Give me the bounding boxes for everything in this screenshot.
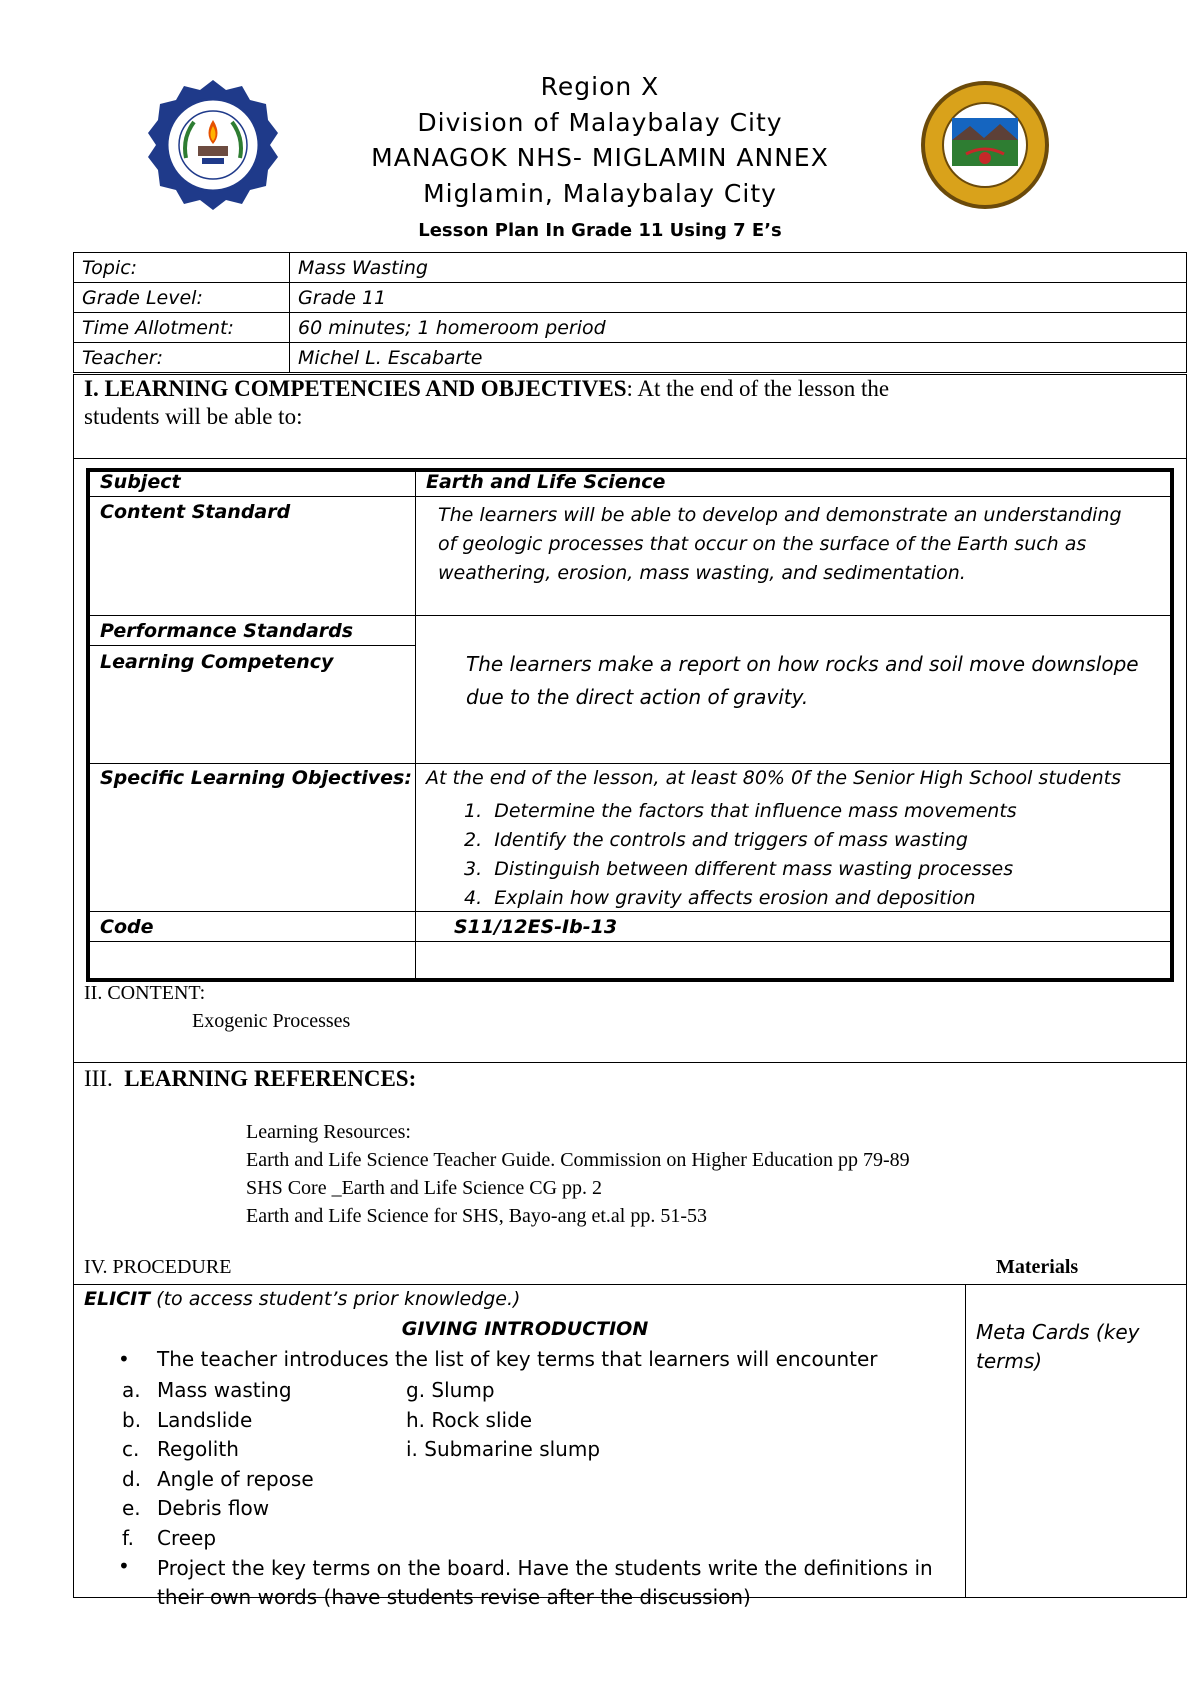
performance-standards-label: Performance Standards [100,620,354,642]
bullet-icon: • [118,1347,130,1371]
objective-text: Distinguish between different mass wasting processes [494,858,1014,880]
content-standard-label: Content Standard [100,501,291,523]
grade-level-label: Grade Level: [74,283,290,313]
term-letter: e. [122,1496,141,1520]
learning-competency-text [466,648,1139,714]
subject-label: Subject [100,471,181,493]
term-text: Mass wasting [157,1378,292,1402]
term-letter: d. [122,1466,142,1491]
content-standard-line: of geologic processes that occur on the surface of the Earth such as [438,533,1087,555]
list-item [122,1435,314,1465]
code-value: S11/12ES-Ib-13 [454,916,618,938]
topic-value: Mass Wasting [290,253,1187,283]
bullet-icon: • [118,1554,130,1578]
list-item: Earth and Life Science for SHS, Bayo-ang et.al pp. 51-53 [246,1205,707,1227]
bullet-text: The teacher introduces the list of key terms that learners will encounter [157,1347,878,1371]
term-text: Debris flow [157,1496,270,1520]
term-text: Creep [157,1525,217,1550]
section-3-number: III. [84,1066,113,1091]
header-school: MANAGOK NHS- MIGLAMIN ANNEX [371,143,829,172]
table-row [74,253,1187,283]
divider [73,458,1187,459]
materials-line: terms) [976,1349,1043,1373]
elicit-label: ELICIT [84,1288,151,1310]
time-allotment-value: 60 minutes; 1 homeroom period [290,313,1187,343]
table-row [74,313,1187,343]
section-1-title-tail: : At the end of the lesson the [626,376,890,401]
objective-number: 1. [464,800,483,822]
list-item [464,884,1017,913]
term-letter: c. [122,1437,140,1461]
learning-competency-line: due to the direct action of gravity. [466,685,809,709]
time-allotment-label: Time Allotment: [74,313,290,343]
divider [90,763,1170,764]
subject-value: Earth and Life Science [426,471,666,493]
code-label: Code [100,916,154,938]
divider [90,496,1170,497]
elicit-note: (to access student’s prior knowledge.) [150,1288,521,1310]
term-letter: f. [122,1525,134,1550]
objective-number: 3. [464,858,483,880]
objectives-intro: At the end of the lesson, at least 80% 0f the Senior High School students [426,767,1121,789]
column-divider [415,472,416,978]
objectives-list [464,797,1017,913]
term-text: Regolith [157,1437,239,1461]
list-item [122,1376,314,1406]
bullet-line: their own words (have students revise after the discussion) [157,1585,751,1609]
section-3-heading [84,1066,416,1092]
lesson-info-table [73,252,1187,373]
content-standard-line: The learners will be able to develop and demonstrate an understanding [438,504,1122,526]
table-row [74,283,1187,313]
section-4-heading: IV. PROCEDURE [84,1256,232,1278]
list-item: i. Submarine slump [406,1437,601,1461]
list-item [122,1494,314,1524]
list-item: SHS Core _Earth and Life Science CG pp. 2 [246,1177,603,1199]
activity-title: GIVING INTRODUCTION [401,1318,649,1340]
teacher-label: Teacher: [74,343,290,373]
divider [73,1062,1187,1063]
divider [90,645,415,646]
list-item [464,855,1017,884]
bullet-text [157,1554,933,1612]
header-division: Division of Malaybalay City [417,108,783,137]
list-item [464,797,1017,826]
list-item [464,826,1017,855]
section-1-heading [84,375,889,431]
list-item [122,1524,314,1554]
divider [90,941,1170,942]
materials-heading: Materials [996,1256,1079,1278]
term-letter: b. [122,1407,142,1432]
section-2-content: Exogenic Processes [192,1010,351,1032]
term-text: Angle of repose [157,1466,314,1491]
section-1-title: I. LEARNING COMPETENCIES AND OBJECTIVES [84,376,627,401]
section-3-title: LEARNING REFERENCES: [124,1066,417,1091]
list-item: h. Rock slide [406,1407,533,1432]
content-standard-text [438,501,1122,588]
key-terms-list-right [406,1376,600,1465]
section-1-line2: students will be able to: [84,404,303,429]
objective-text: Determine the factors that influence mass movements [494,800,1017,822]
list-item [122,1406,314,1436]
list-item: g. Slump [406,1378,495,1402]
objective-number: 4. [464,887,483,909]
bullet-line: Project the key terms on the board. Have the students write the definitions in [157,1556,933,1580]
list-item [122,1465,314,1495]
term-text: Landslide [157,1407,253,1432]
divider [90,615,1170,616]
learning-competency-label: Learning Competency [100,651,334,673]
lesson-plan-title: Lesson Plan In Grade 11 Using 7 E’s [418,220,782,241]
objective-number: 2. [464,829,483,851]
objective-text: Explain how gravity affects erosion and deposition [494,887,976,909]
term-letter: a. [122,1378,141,1402]
learning-competency-line: The learners make a report on how rocks and soil move downslope [466,652,1139,676]
references-list [246,1118,910,1230]
objective-text: Identify the controls and triggers of mass wasting [494,829,968,851]
materials-cell [976,1318,1139,1376]
list-item: Earth and Life Science Teacher Guide. Commission on Higher Education pp 79-89 [246,1149,910,1171]
divider [73,1284,1187,1285]
content-standard-line: weathering, erosion, mass wasting, and sedimentation. [438,562,966,584]
elicit-line [84,1288,520,1310]
objectives-label: Specific Learning Objectives: [100,767,412,789]
header-region: Region X [540,72,660,101]
teacher-value: Michel L. Escabarte [290,343,1187,373]
header-location: Miglamin, Malaybalay City [423,179,777,208]
key-terms-list [122,1376,314,1553]
resources-label: Learning Resources: [246,1121,411,1143]
column-divider [965,1284,966,1597]
materials-line: Meta Cards (key [976,1320,1140,1344]
topic-label: Topic: [74,253,290,283]
table-row [74,343,1187,373]
grade-level-value: Grade 11 [290,283,1187,313]
section-2-heading: II. CONTENT: [84,982,206,1004]
